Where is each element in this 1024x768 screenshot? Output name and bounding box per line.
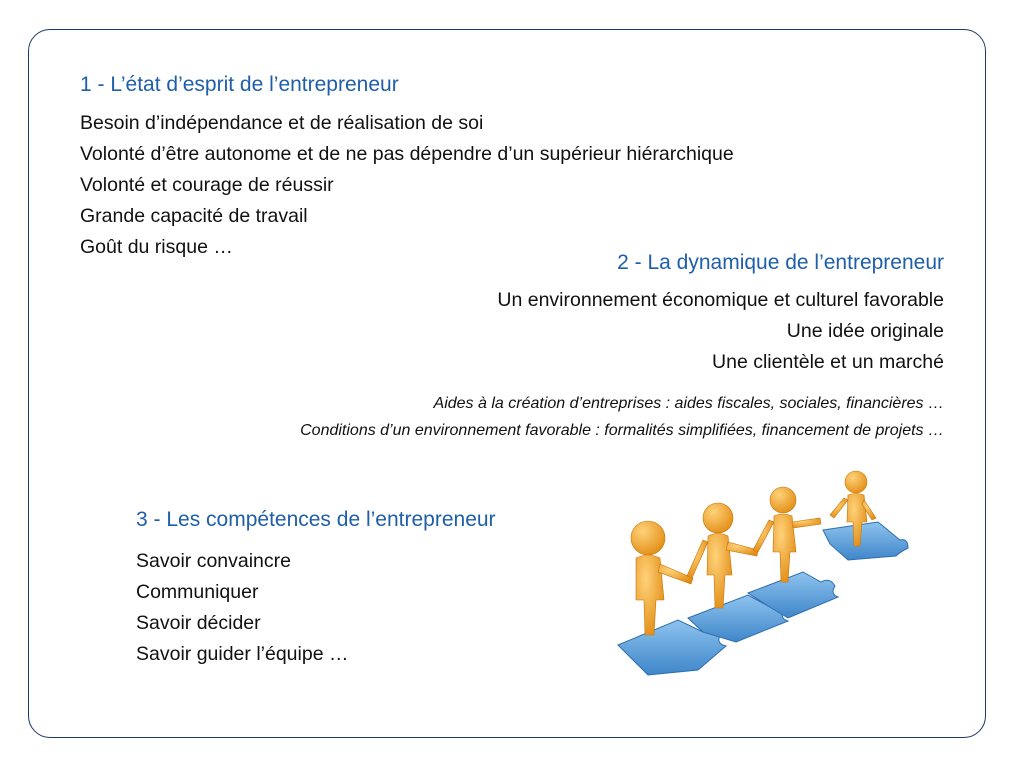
section1-item: Volonté et courage de réussir: [80, 174, 334, 196]
section2-notes: [300, 390, 944, 444]
section2-item: Une clientèle et un marché: [712, 351, 944, 373]
section1-item: Volonté d’être autonome et de ne pas dépendre d’un supérieur hiérarchique: [80, 143, 734, 165]
section2-item: Une idée originale: [786, 320, 944, 342]
section1-item: Besoin d’indépendance et de réalisation de soi: [80, 112, 484, 134]
section3-item: Savoir décider: [136, 612, 261, 634]
section1-list: [80, 108, 734, 263]
section3-item: Savoir guider l’équipe …: [136, 643, 349, 665]
section1-item: Goût du risque …: [80, 236, 233, 258]
section1-title: 1 - L’état d’esprit de l’entrepreneur: [80, 73, 399, 96]
section3-list: [136, 546, 348, 670]
section3-item: Communiquer: [136, 581, 259, 603]
section2-note: Conditions d’un environnement favorable : formalités simplifiées, financement de projets …: [300, 422, 944, 439]
section2-note: Aides à la création d’entreprises : aides fiscales, sociales, financières …: [433, 395, 944, 412]
section3-item: Savoir convaincre: [136, 550, 291, 572]
teamwork-puzzle-figures-icon: [608, 460, 918, 685]
section1-item: Grande capacité de travail: [80, 205, 308, 227]
section2-item: Un environnement économique et culturel favorable: [497, 289, 944, 311]
section2-list: [497, 285, 944, 378]
section3-title: 3 - Les compétences de l’entrepreneur: [136, 508, 496, 531]
section2-title: 2 - La dynamique de l’entrepreneur: [617, 251, 944, 274]
